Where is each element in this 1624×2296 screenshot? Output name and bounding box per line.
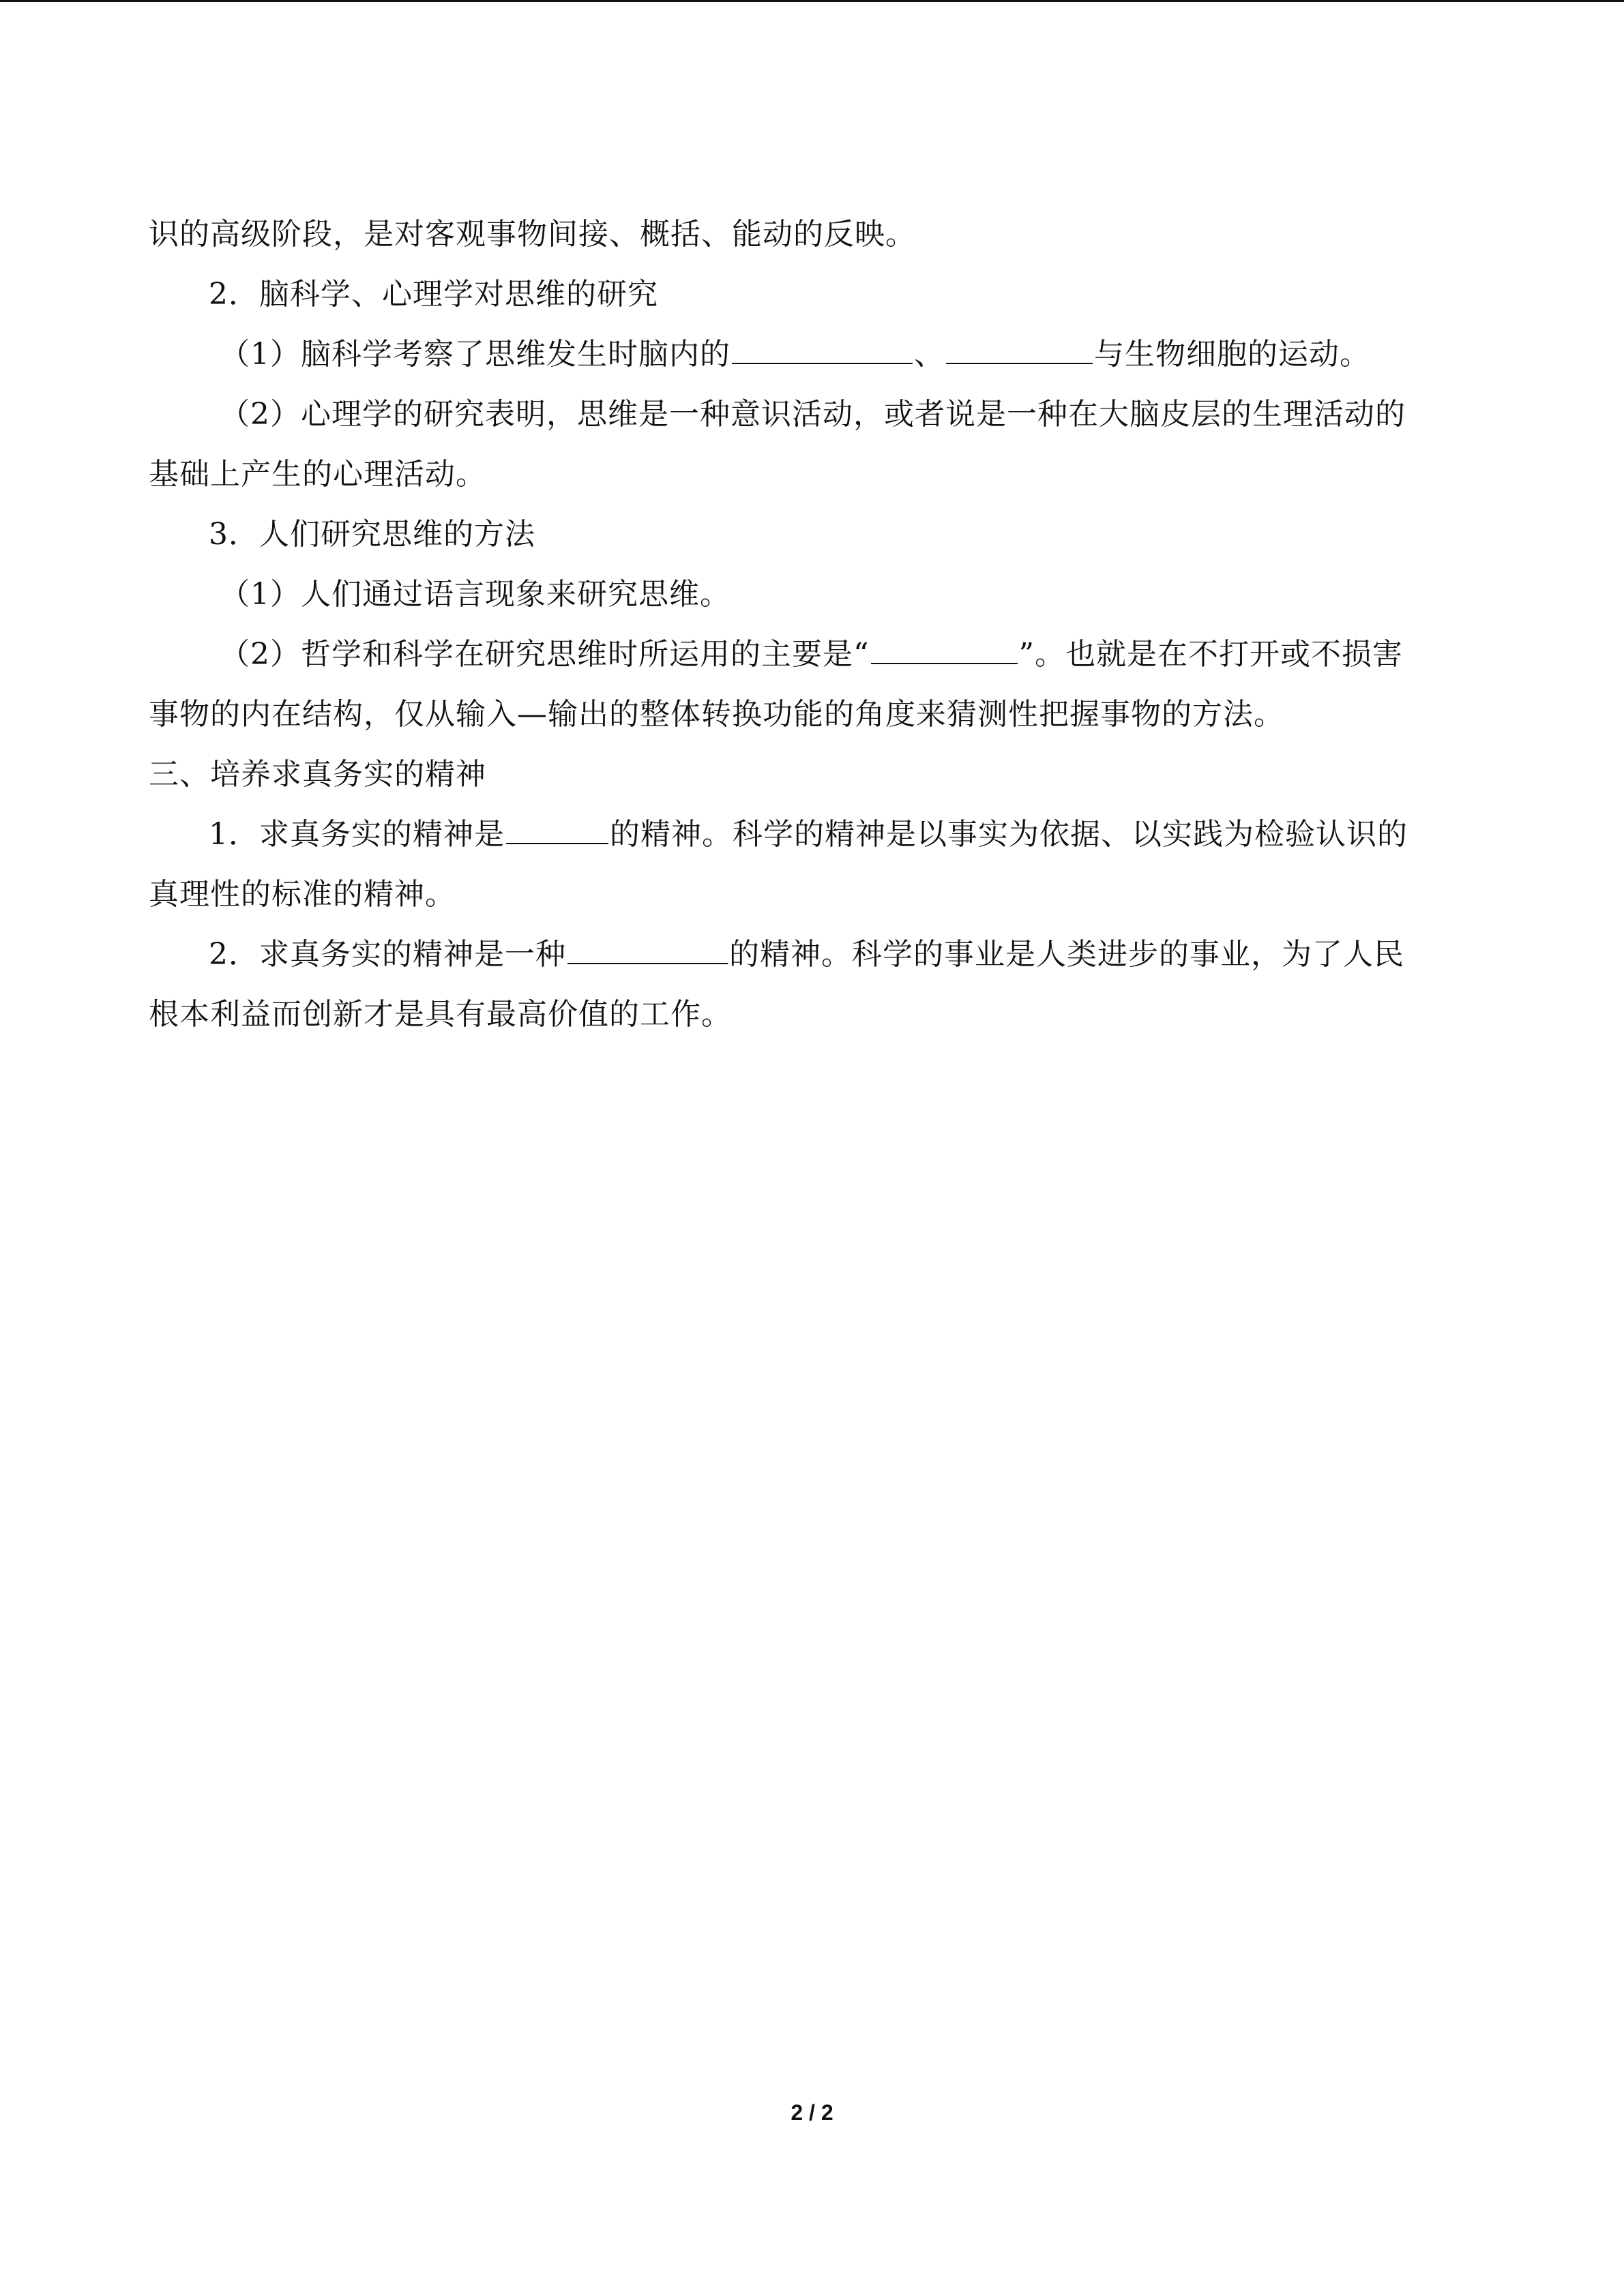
text: 的精神。科学的事业是人类进步的事业，为了人民 <box>729 937 1404 972</box>
paragraph-line <box>149 865 1479 925</box>
document-body <box>149 205 1479 1045</box>
fill-blank[interactable] <box>506 816 608 844</box>
text: （1）人们通过语言现象来研究思维。 <box>220 577 730 612</box>
text: 与生物细胞的运动。 <box>1094 337 1370 372</box>
text: 三、培养求真务实的精神 <box>149 757 486 792</box>
paragraph-line <box>149 325 1479 385</box>
text: 事物的内在结构，仅从输入—输出的整体转换功能的角度来猜测性把握事物的方法。 <box>149 697 1284 732</box>
text: 的精神。科学的精神是以事实为依据、以实践为检验认识的 <box>610 817 1408 852</box>
section-heading-main <box>149 745 1479 805</box>
text: （1）脑科学考察了思维发生时脑内的 <box>220 337 730 372</box>
text: 2．求真务实的精神是一种 <box>209 937 566 972</box>
paragraph-line <box>149 205 1479 265</box>
fill-blank[interactable] <box>732 336 913 364</box>
text: （2）心理学的研究表明，思维是一种意识活动，或者说是一种在大脑皮层的生理活动的 <box>220 397 1406 432</box>
paragraph-line <box>149 985 1479 1045</box>
paragraph-line <box>149 565 1479 625</box>
paragraph-line <box>149 925 1479 985</box>
text: 基础上产生的心理活动。 <box>149 457 486 492</box>
text: （2）哲学和科学在研究思维时所运用的主要是“ <box>220 637 870 672</box>
page-number: 2 / 2 <box>791 2100 833 2125</box>
text: 3．人们研究思维的方法 <box>209 517 535 552</box>
text: ”。也就是在不打开或不损害 <box>1018 637 1403 672</box>
text: 、 <box>914 337 945 372</box>
paragraph-line <box>149 445 1479 505</box>
paragraph-line <box>149 385 1479 445</box>
fill-blank[interactable] <box>946 336 1093 364</box>
fill-blank[interactable] <box>871 636 1018 664</box>
fill-blank[interactable] <box>567 936 728 964</box>
text: 识的高级阶段，是对客观事物间接、概括、能动的反映。 <box>149 217 916 252</box>
paragraph-line <box>149 805 1479 865</box>
paragraph-line <box>149 625 1479 685</box>
text: 1．求真务实的精神是 <box>209 817 505 852</box>
section-heading-3 <box>149 505 1479 565</box>
text: 2．脑科学、心理学对思维的研究 <box>209 277 658 312</box>
top-border-line <box>0 0 1624 2</box>
text: 真理性的标准的精神。 <box>149 877 456 912</box>
text: 根本利益而创新才是具有最高价值的工作。 <box>149 997 732 1032</box>
paragraph-line <box>149 685 1479 745</box>
section-heading-2 <box>149 265 1479 325</box>
